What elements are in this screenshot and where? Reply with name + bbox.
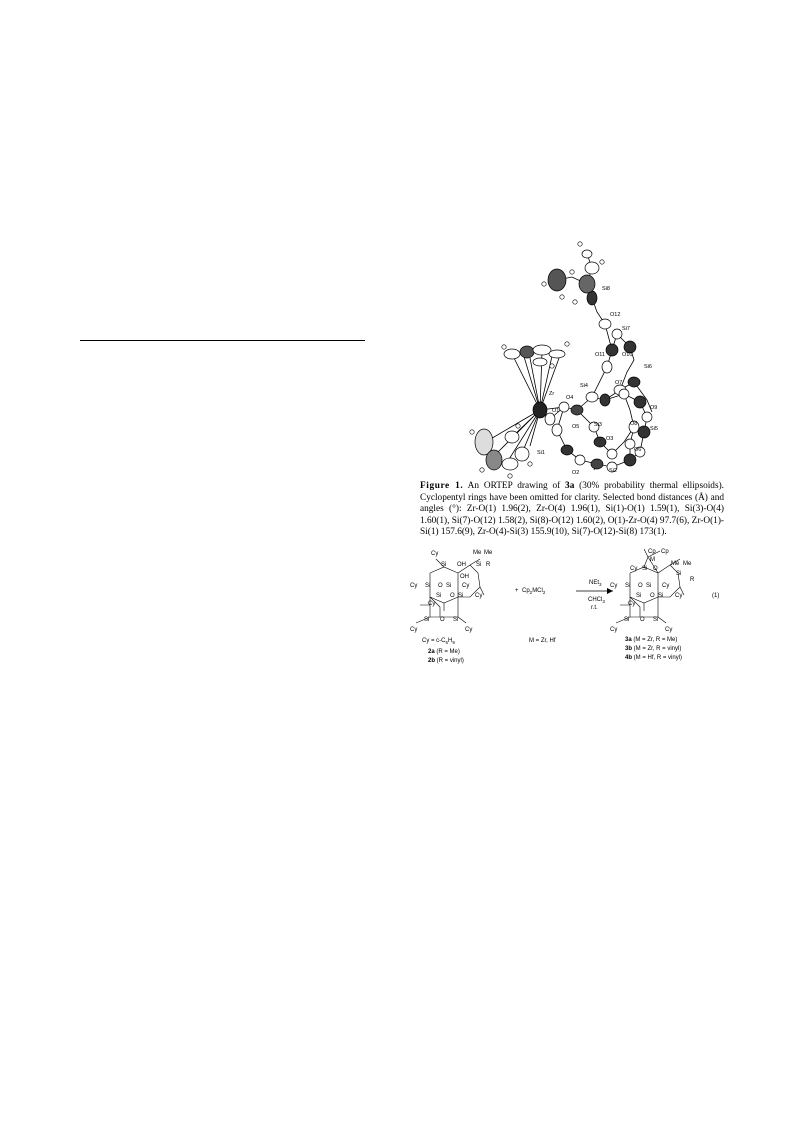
- reactant-o-b: O: [440, 617, 445, 623]
- cy-definition: [422, 638, 455, 645]
- product-me-2: Me: [683, 561, 692, 567]
- reactant-si-top: Si: [441, 562, 447, 568]
- ortep-drawing: [412, 232, 712, 482]
- label-si5: Si5: [650, 426, 658, 432]
- reactant-si-left: Si: [425, 583, 431, 589]
- label-o6: O6: [634, 447, 642, 453]
- product-si-d: Si: [658, 593, 664, 599]
- reactant-cy-lower: Cy: [428, 601, 436, 607]
- label-o11: O11: [595, 352, 605, 358]
- reactant-si-br: Si: [453, 617, 459, 623]
- compound-4b-desc: (M = Hf, R = vinyl): [632, 655, 683, 661]
- metal-definition: M = Zr, Hf: [529, 638, 556, 644]
- reactant-oh: OH: [457, 562, 466, 568]
- product-si-top: Si: [642, 566, 648, 572]
- product-cp-1: Cp: [648, 549, 656, 555]
- product-cy-left: Cy: [610, 583, 618, 589]
- caption-compound: 3a: [565, 481, 575, 491]
- product-cp-2: Cp: [661, 549, 669, 555]
- label-si1: Si1: [537, 450, 545, 456]
- cy-h: H: [448, 638, 453, 644]
- compound-2a-label: 2a: [428, 649, 435, 655]
- arrow-chcl: CHCl: [588, 597, 603, 603]
- label-o9: O9: [650, 405, 658, 411]
- reactant-cy-br: Cy: [465, 627, 473, 633]
- footnote-rule: [80, 340, 365, 341]
- label-o1: O1: [552, 408, 560, 414]
- product-m: M: [650, 557, 655, 563]
- caption-text-1: An ORTEP drawing of: [467, 481, 566, 491]
- product-cy-mid: Cy: [662, 583, 670, 589]
- label-si6: Si6: [644, 364, 652, 370]
- compound-3a-desc: (M = Zr, R = Me): [631, 637, 678, 643]
- compound-4b-label: 4b: [625, 655, 633, 661]
- product-cy-top: Cy: [630, 566, 638, 572]
- compound-2a-desc: (R = Me): [434, 649, 460, 655]
- reactant-me-2: Me: [484, 550, 493, 556]
- reactant-oh-2: OH: [460, 574, 469, 580]
- arrow-reagent: [589, 580, 602, 587]
- reaction-arrow: [576, 580, 613, 611]
- label-si4: Si4: [580, 383, 588, 389]
- product-si-bl: Si: [624, 617, 630, 623]
- cy-sub9: 9: [452, 640, 455, 645]
- label-o4: O4: [566, 395, 574, 401]
- product-si-left: Si: [625, 583, 631, 589]
- product-cy-right: Cy: [675, 593, 683, 599]
- compound-2b-label: 2b: [428, 658, 436, 664]
- cy-definition-text: Cy = c-C: [422, 638, 446, 644]
- arrow-temp: r.t.: [591, 605, 598, 611]
- reactant-cy-top: Cy: [431, 551, 439, 557]
- arrow-chcl-sub: 3: [602, 599, 605, 604]
- product-o-b: O: [640, 617, 645, 623]
- reagent-mcl: MCl: [532, 588, 543, 594]
- label-o7: O7: [615, 380, 623, 386]
- figure-label: Figure 1.: [420, 481, 464, 491]
- label-o2: O2: [572, 470, 580, 476]
- product-si-c: Si: [636, 593, 642, 599]
- cy-sub5: 5: [445, 640, 449, 645]
- reactant-cy-left: Cy: [410, 583, 418, 589]
- reactant-si-mid: Si: [446, 583, 452, 589]
- product-o-mid: O: [638, 583, 643, 589]
- compound-2b: [428, 658, 464, 664]
- product-cy-br: Cy: [665, 627, 673, 633]
- reagent-sub1: 2: [529, 590, 533, 595]
- arrow-net-sub: 3: [599, 582, 602, 587]
- label-o3: O3: [606, 436, 614, 442]
- product-o-c: O: [650, 593, 655, 599]
- reaction-scheme: [408, 545, 728, 670]
- reagent-cp: Cp: [522, 588, 530, 594]
- reactant-si-d: Si: [458, 593, 464, 599]
- equation-number: (1): [712, 593, 720, 599]
- figure-caption: [420, 481, 724, 539]
- reactant-o-mid: O: [438, 583, 443, 589]
- reactant-me-1: Me: [473, 550, 482, 556]
- compound-3a-label: 3a: [625, 637, 632, 643]
- label-o12: O12: [610, 312, 621, 318]
- label-zr: Zr: [549, 391, 555, 397]
- reactant-si-bl: Si: [424, 617, 430, 623]
- product-o-top: O: [653, 566, 658, 572]
- plus-sign: +: [515, 588, 519, 594]
- product-r: R: [690, 577, 695, 583]
- compound-3b-desc: (M = Zr, R = vinyl): [632, 646, 682, 652]
- label-si2: Si2: [609, 468, 617, 474]
- product-si-right: Si: [676, 571, 682, 577]
- label-o5: O5: [572, 424, 580, 430]
- compound-4b: [625, 655, 682, 661]
- reactant-cage: [416, 559, 484, 623]
- label-si3: Si3: [594, 422, 602, 428]
- compound-2b-desc: (R = vinyl): [435, 658, 464, 664]
- reactant-cy-right: Cy: [475, 593, 483, 599]
- compound-3b: [625, 646, 681, 652]
- label-o10: O10: [622, 352, 633, 358]
- caption-text-2: (30% probability thermal ellipsoids). Cyclopentyl rings have been omitted for clarity. Selected bond distances (Å) and angles (°): Zr-O(1) 1.96(2), Zr-O(4) 1.96(1), Si(1)-O(1) 1.59(1), Si(3)-O(4) 1.60(1), Si(7)-O(12) 1.58(2), Si(8)-O(12) 1.60(2), O(1)-Zr-O(4) 97.7(6), Zr-O(1)-Si(1) 157.6(9), Zr-O(4)-Si(3) 155.9(10), Si(7)-O(12)-Si(8) 173(1).: [420, 481, 725, 538]
- reactant-cy-mid: Cy: [462, 583, 470, 589]
- arrow-solvent: [588, 597, 605, 604]
- product-cy-lower: Cy: [628, 601, 636, 607]
- reagent-sub2: 2: [542, 590, 546, 595]
- label-si7: Si7: [622, 326, 630, 332]
- label-si8: Si8: [602, 286, 610, 292]
- reactant-cy-bl: Cy: [410, 627, 418, 633]
- reactant-si-right: Si: [476, 562, 482, 568]
- product-cy-bl: Cy: [610, 627, 618, 633]
- arrow-net: NEt: [589, 580, 600, 586]
- compound-3a: [625, 637, 677, 643]
- compound-2a: [428, 649, 460, 655]
- label-o8: O8: [630, 421, 638, 427]
- reactant-o-c: O: [450, 593, 455, 599]
- product-me-1: Me: [671, 561, 680, 567]
- reagent: [522, 588, 546, 595]
- reactant-si-c: Si: [436, 593, 442, 599]
- compound-3b-label: 3b: [625, 646, 633, 652]
- product-si-mid: Si: [646, 583, 652, 589]
- product-si-br: Si: [653, 617, 659, 623]
- reactant-r: R: [486, 562, 491, 568]
